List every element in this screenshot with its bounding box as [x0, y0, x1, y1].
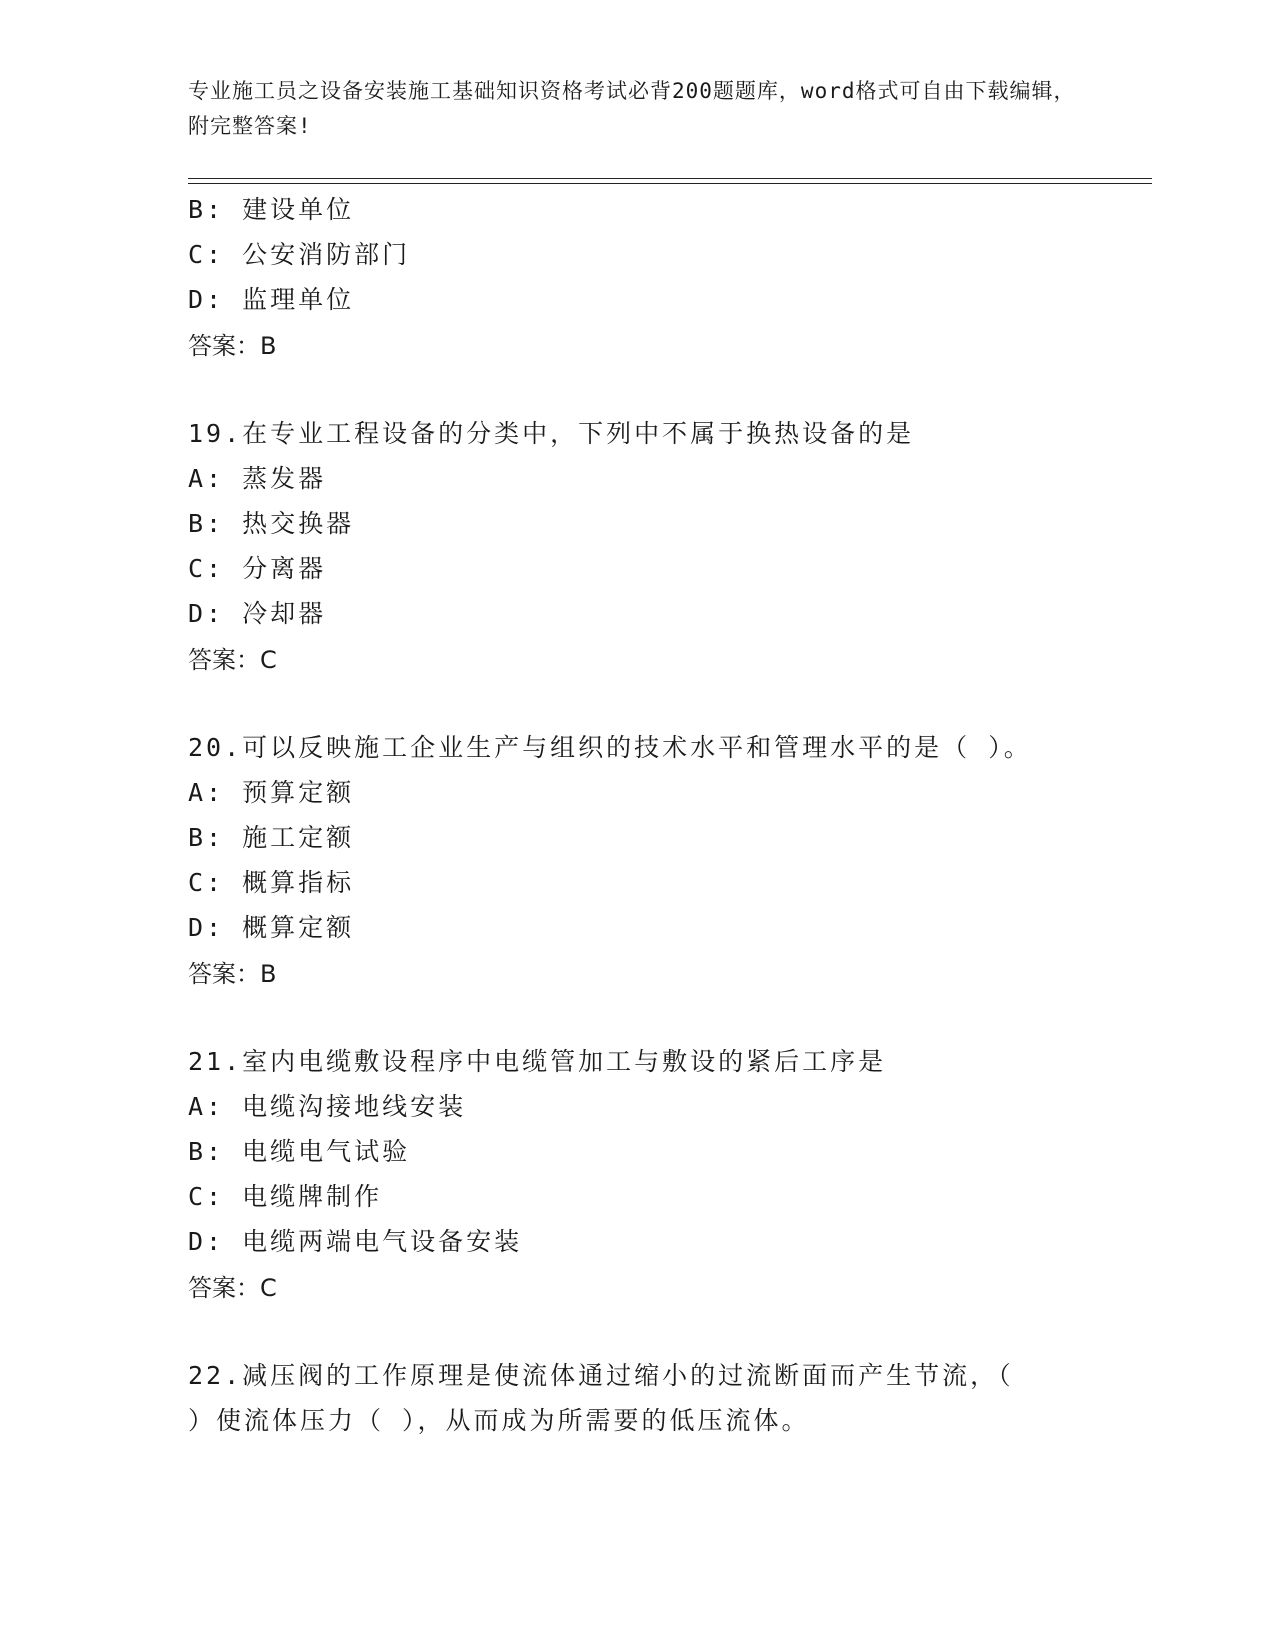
- question-stem: 19.在专业工程设备的分类中，下列中不属于换热设备的是: [188, 419, 915, 448]
- option-c: C: 公安消防部门: [188, 240, 411, 269]
- header-rule-top: [188, 178, 1152, 179]
- option-b: B: 电缆电气试验: [188, 1137, 411, 1166]
- option-a: A: 蒸发器: [188, 464, 327, 493]
- option-b: B: 建设单位: [188, 195, 355, 224]
- question-stem: 20.可以反映施工企业生产与组织的技术水平和管理水平的是（ ）。: [188, 733, 1032, 762]
- option-d: D: 电缆两端电气设备安装: [188, 1227, 523, 1256]
- answer: 答案：C: [188, 646, 277, 674]
- option-a: A: 电缆沟接地线安装: [188, 1092, 467, 1121]
- option-c: C: 分离器: [188, 554, 327, 583]
- question-stem: 21.室内电缆敷设程序中电缆管加工与敷设的紧后工序是: [188, 1047, 887, 1076]
- option-a: A: 预算定额: [188, 778, 355, 807]
- document-header: 专业施工员之设备安装施工基础知识资格考试必背200题题库，word格式可自由下载编辑，附完整答案!: [188, 79, 1076, 138]
- option-b: B: 施工定额: [188, 823, 355, 852]
- option-d: D: 冷却器: [188, 599, 327, 628]
- question-stem-continued: ）使流体压力（ ），从而成为所需要的低压流体。: [188, 1406, 810, 1435]
- answer: 答案：B: [188, 332, 277, 360]
- question-stem: 22.减压阀的工作原理是使流体通过缩小的过流断面而产生节流，（: [188, 1361, 1014, 1390]
- answer: 答案：C: [188, 1274, 277, 1302]
- option-c: C: 概算指标: [188, 868, 355, 897]
- answer: 答案：B: [188, 960, 277, 988]
- option-d: D: 监理单位: [188, 285, 355, 314]
- header-rule-bottom: [188, 183, 1152, 184]
- option-d: D: 概算定额: [188, 913, 355, 942]
- option-b: B: 热交换器: [188, 509, 355, 538]
- option-c: C: 电缆牌制作: [188, 1182, 383, 1211]
